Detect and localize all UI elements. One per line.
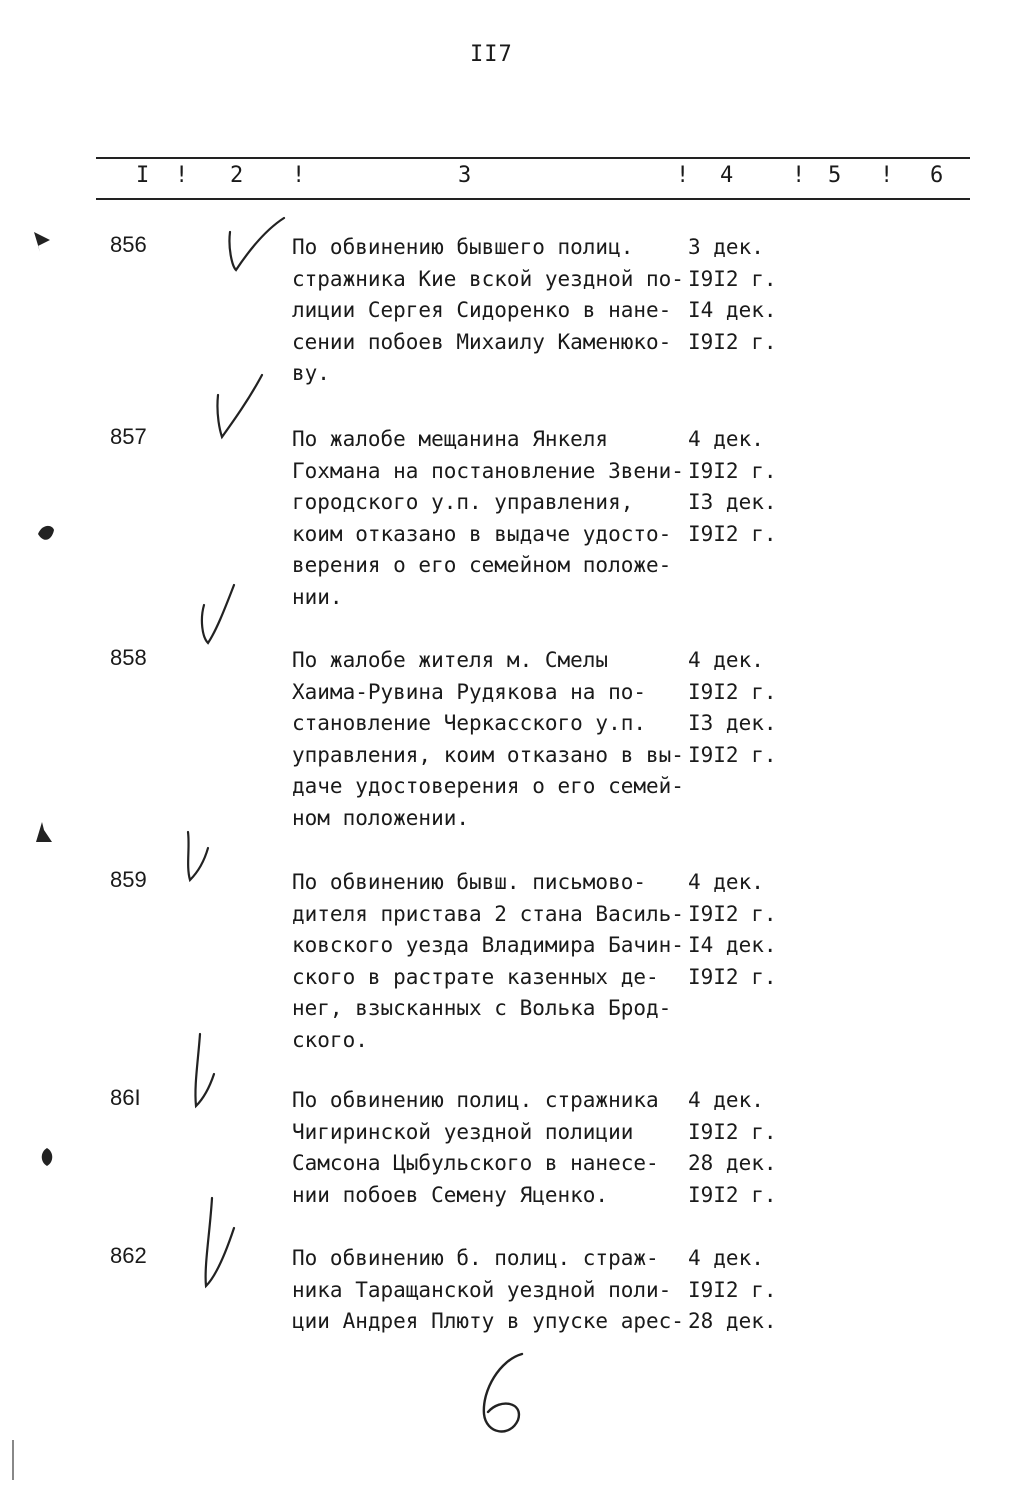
entry-description: По обвинению полиц. стражника Чигиринской уездной полиции Самсона Цыбульского в нанесе- нии побоев Семену Яценко. bbox=[292, 1088, 659, 1207]
entry-number: 86I bbox=[110, 1085, 141, 1110]
header-separator: ! bbox=[175, 163, 189, 188]
header-col-3: 3 bbox=[458, 163, 472, 188]
scan-edge-mark bbox=[12, 1440, 14, 1480]
handwritten-check-icon bbox=[198, 585, 248, 659]
entry-description: По обвинению бывш. письмово- дителя пристава 2 стана Василь- ковского уезда Владимира Бачин- ского в растрате казенных де- нег, взысканных с Волька Брод- ского. bbox=[292, 870, 684, 1052]
entry-dates: 4 дек. I9I2 г. 28 дек. I9I2 г. bbox=[688, 1088, 777, 1207]
header-col-2: 2 bbox=[230, 163, 244, 188]
entry-dates: 3 дек. I9I2 г. I4 дек. I9I2 г. bbox=[688, 235, 777, 354]
entry-dates: 4 дек. I9I2 г. I3 дек. I9I2 г. bbox=[688, 427, 777, 546]
header-col-1: I bbox=[136, 163, 150, 188]
handwritten-check-icon bbox=[196, 1196, 246, 1296]
entry-description: По обвинению бывшего полиц. стражника Кие вской уездной по- лиции Сергея Сидоренко в нане- сении побоев Михаилу Каменюко- ву. bbox=[292, 235, 684, 385]
binding-mark-icon bbox=[36, 522, 56, 548]
binding-mark-icon bbox=[32, 230, 52, 258]
entry-description: По жалобе мещанина Янкеля Гохмана на постановление Звени- городского у.п. управления, коим отказано в выдаче удосто- верения о его семейном положе- нии. bbox=[292, 427, 684, 609]
entry-dates: 4 дек. I9I2 г. I3 дек. I9I2 г. bbox=[688, 648, 777, 767]
page-number: II7 bbox=[470, 42, 513, 67]
binding-mark-icon bbox=[34, 820, 54, 850]
entry-number: 862 bbox=[110, 1243, 147, 1268]
entry-number: 858 bbox=[110, 645, 147, 670]
entry-description: По жалобе жителя м. Смелы Хаима-Рувина Рудякова на по- становление Черкасского у.п. управления, коим отказано в вы- даче удостоверения о его семей- ном положении. bbox=[292, 648, 684, 830]
handwritten-check-icon bbox=[222, 218, 282, 282]
table-header-rule bbox=[96, 198, 970, 200]
handwritten-sheet-mark bbox=[470, 1350, 540, 1444]
entry-number: 857 bbox=[110, 424, 147, 449]
entry-number: 856 bbox=[110, 232, 147, 257]
header-separator: ! bbox=[292, 163, 306, 188]
header-col-5: 5 bbox=[828, 163, 842, 188]
handwritten-check-icon bbox=[180, 828, 220, 892]
header-separator: ! bbox=[792, 163, 806, 188]
table-top-rule bbox=[96, 157, 970, 159]
entry-description: По обвинению б. полиц. страж- ника Таращанской уездной поли- ции Андрея Плюту в упуске арес- bbox=[292, 1246, 684, 1333]
handwritten-check-icon bbox=[186, 1032, 226, 1116]
handwritten-check-icon bbox=[210, 375, 270, 449]
binding-mark-icon bbox=[38, 1146, 56, 1172]
header-separator: ! bbox=[880, 163, 894, 188]
entry-dates: 4 дек. I9I2 г. I4 дек. I9I2 г. bbox=[688, 870, 777, 989]
entry-number: 859 bbox=[110, 867, 147, 892]
header-col-6: 6 bbox=[930, 163, 944, 188]
entry-dates: 4 дек. I9I2 г. 28 дек. bbox=[688, 1246, 777, 1333]
header-separator: ! bbox=[676, 163, 690, 188]
header-col-4: 4 bbox=[720, 163, 734, 188]
